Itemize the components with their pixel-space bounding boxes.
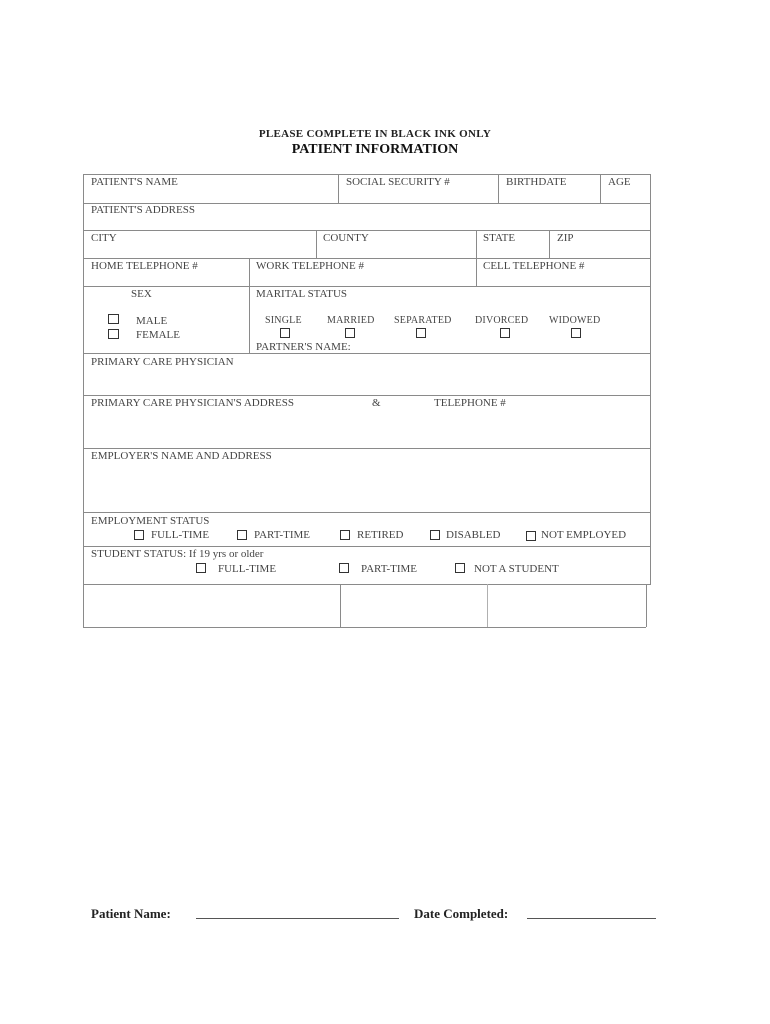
- employment-option-label: PART-TIME: [254, 529, 310, 541]
- patient-name-label: PATIENT'S NAME: [91, 176, 178, 188]
- employment-retired-checkbox[interactable]: [340, 530, 350, 540]
- separated-checkbox[interactable]: [416, 328, 426, 338]
- marital-option-label: SEPARATED: [394, 315, 452, 326]
- student-option-label: NOT A STUDENT: [474, 563, 559, 575]
- marital-status-label: MARITAL STATUS: [256, 288, 348, 300]
- zip-label: ZIP: [557, 232, 574, 244]
- marital-option-label: MARRIED: [327, 315, 375, 326]
- employment-fulltime-checkbox[interactable]: [134, 530, 144, 540]
- footer-patient-name-field[interactable]: [196, 918, 399, 919]
- female-checkbox[interactable]: [108, 329, 119, 339]
- footer-patient-name-label: Patient Name:: [91, 906, 171, 921]
- employment-option-label: FULL-TIME: [151, 529, 210, 541]
- female-label: FEMALE: [136, 329, 180, 341]
- age-label: AGE: [608, 176, 631, 188]
- student-option-label: FULL-TIME: [218, 563, 277, 575]
- telephone-label: TELEPHONE #: [434, 397, 506, 409]
- marital-option-label: SINGLE: [265, 315, 302, 326]
- single-checkbox[interactable]: [280, 328, 290, 338]
- ssn-label: SOCIAL SECURITY #: [346, 176, 450, 188]
- married-checkbox[interactable]: [345, 328, 355, 338]
- marital-option-label: DIVORCED: [475, 315, 529, 326]
- partner-name-label: PARTNER'S NAME:: [256, 341, 351, 353]
- birthdate-label: BIRTHDATE: [506, 176, 567, 188]
- student-fulltime-checkbox[interactable]: [196, 563, 206, 573]
- employer-label: EMPLOYER'S NAME AND ADDRESS: [91, 450, 272, 462]
- cell-phone-label: CELL TELEPHONE #: [483, 260, 585, 272]
- student-status-label: STUDENT STATUS: If 19 yrs or older: [91, 548, 264, 560]
- employment-option-label: RETIRED: [357, 529, 404, 541]
- employment-status-label: EMPLOYMENT STATUS: [91, 515, 210, 527]
- city-label: CITY: [91, 232, 117, 244]
- employment-option-label: DISABLED: [446, 529, 501, 541]
- divorced-checkbox[interactable]: [500, 328, 510, 338]
- ampersand-label: &: [372, 397, 381, 409]
- not-a-student-checkbox[interactable]: [455, 563, 465, 573]
- employment-disabled-checkbox[interactable]: [430, 530, 440, 540]
- marital-option-label: WIDOWED: [549, 315, 601, 326]
- student-option-label: PART-TIME: [361, 563, 417, 575]
- address-label: PATIENT'S ADDRESS: [91, 204, 195, 216]
- pcp-address-label: PRIMARY CARE PHYSICIAN'S ADDRESS: [91, 397, 294, 409]
- pcp-label: PRIMARY CARE PHYSICIAN: [91, 356, 234, 368]
- form-instruction: PLEASE COMPLETE IN BLACK INK ONLY: [258, 128, 492, 140]
- home-phone-label: HOME TELEPHONE #: [91, 260, 198, 272]
- footer-date-completed-field[interactable]: [527, 918, 656, 919]
- male-label: MALE: [136, 315, 168, 327]
- state-label: STATE: [483, 232, 516, 244]
- male-checkbox[interactable]: [108, 314, 119, 324]
- employment-not-employed-checkbox[interactable]: [526, 531, 536, 541]
- student-parttime-checkbox[interactable]: [339, 563, 349, 573]
- county-label: COUNTY: [323, 232, 369, 244]
- employment-parttime-checkbox[interactable]: [237, 530, 247, 540]
- widowed-checkbox[interactable]: [571, 328, 581, 338]
- form-title: PATIENT INFORMATION: [291, 142, 459, 157]
- work-phone-label: WORK TELEPHONE #: [256, 260, 364, 272]
- employment-option-label: NOT EMPLOYED: [541, 529, 627, 541]
- footer-date-completed-label: Date Completed:: [414, 906, 509, 921]
- sex-label: SEX: [131, 288, 152, 300]
